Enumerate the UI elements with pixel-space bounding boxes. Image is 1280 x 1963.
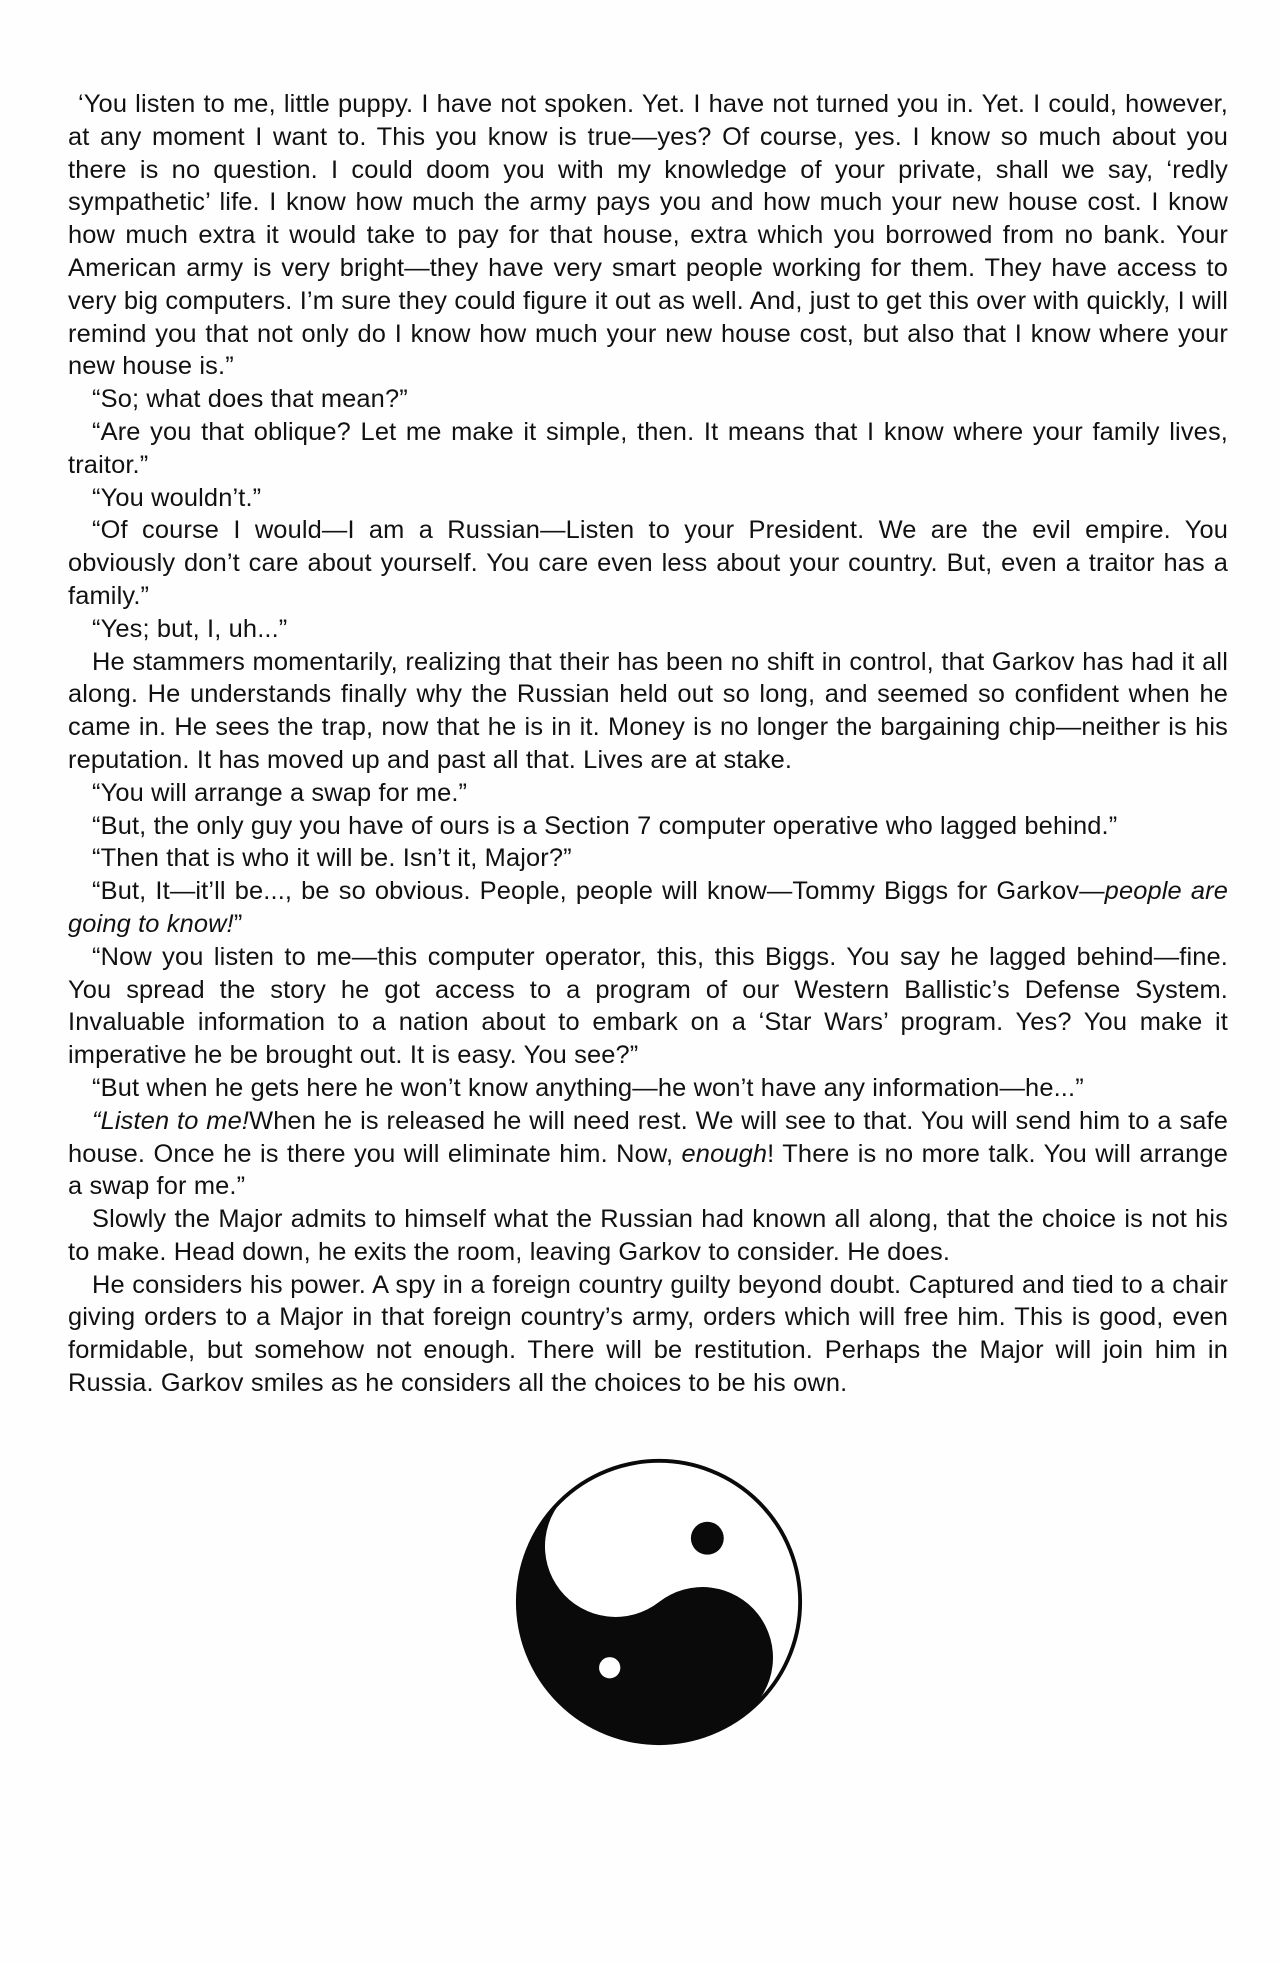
paragraph: “But when he gets here he won’t know anything—he won’t have any information—he...” <box>92 1073 1084 1102</box>
paragraph: “Now you listen to me—this computer operator, this, this Biggs. You say he lagged behind—fine. You spread the story he got access to a program of our Western Ballistic’s Defense System. Invaluable information to a nation about to embark on a ‘Star Wars’ program. Yes? You make it imperative he be brought out. It is easy. You see?” <box>68 942 1228 1070</box>
paragraph: Slowly the Major admits to himself what the Russian had known all along, that the choice is not his to make. Head down, he exits the room, leaving Garkov to consider. He does. <box>68 1205 1228 1266</box>
paragraph: He considers his power. A spy in a foreign country guilty beyond doubt. Captured and tied to a chair giving orders to a Major in that foreign country’s army, orders which will free him. This is good, even formidable, but somehow not enough. There will be restitution. Perhaps the Major will join him in Russia. Garkov smiles as he considers all the choices to be his own. <box>68 1270 1228 1398</box>
paragraph-text: “But, It—it’ll be..., be so obvious. People, people will know—Tommy Biggs for Garkov— <box>92 877 1105 906</box>
paragraph: “Of course I would—I am a Russian—Listen to your President. We are the evil empire. You obviously don’t care about yourself. You care even less about your country. But, even a traitor has a family.” <box>68 516 1228 610</box>
paragraph-text: When he is released he will need rest. We will see to that. You will send him to a safe house. Once he is there you will eliminate him. Now, <box>68 1106 1228 1168</box>
italic-text: enough <box>681 1139 768 1168</box>
italic-text: Listen to me! <box>100 1106 250 1135</box>
italic-text: people are going to know! <box>68 877 1229 938</box>
paragraph: “So; what does that mean?” <box>92 385 408 414</box>
story-text <box>68 88 1228 1400</box>
paragraph: ‘You listen to me, little puppy. I have not spoken. Yet. I have not turned you in. Yet. I could, however, at any moment I want to. This you know is true—yes? Of course, yes. I know so much about you there is no question. I could doom you with my knowledge of your private, shall we say, ‘redly sympathetic’ life. I know how much the army pays you and how much your new house cost. I know how much extra it would take to pay for that house, extra which you borrowed from no bank. Your American army is very bright—they have very smart people working for them. They have access to very big computers. I’m sure they could figure it out as well. And, just to get this over with quickly, I will remind you that not only do I know how much your new house cost, but also that I know where your new house is.” <box>68 90 1228 381</box>
paragraph-with-italics <box>68 875 1228 941</box>
paragraph: “You will arrange a swap for me.” <box>92 778 468 807</box>
opening-quote: “ <box>92 1106 101 1135</box>
paragraph: “Yes; but, I, uh...” <box>92 614 288 643</box>
yin-yang-light-dot <box>599 1657 620 1678</box>
paragraph: “Are you that oblique? Let me make it simple, then. It means that I know where your family lives, traitor.” <box>68 417 1228 479</box>
paragraph: “You wouldn’t.” <box>92 483 262 512</box>
paragraph-text: ! There is no more talk. You will arrange a swap for me.” <box>68 1139 1228 1201</box>
paragraph: “But, the only guy you have of ours is a Section 7 computer operative who lagged behind.” <box>92 811 1118 840</box>
yin-yang-dark-dot <box>691 1522 724 1555</box>
paragraph: “Then that is who it will be. Isn’t it, Major?” <box>92 844 572 873</box>
paragraph-with-italics <box>68 1105 1228 1203</box>
paragraph: He stammers momentarily, realizing that their has been no shift in control, that Garkov has had it all along. He understands finally why the Russian held out so long, and seemed so confident when he came in. He sees the trap, now that he is in it. Money is no longer the bargaining chip—neither is his reputation. It has moved up and past all that. Lives are at stake. <box>68 647 1228 774</box>
closing-quote: ” <box>233 909 243 938</box>
yin-yang-icon <box>514 1457 804 1747</box>
